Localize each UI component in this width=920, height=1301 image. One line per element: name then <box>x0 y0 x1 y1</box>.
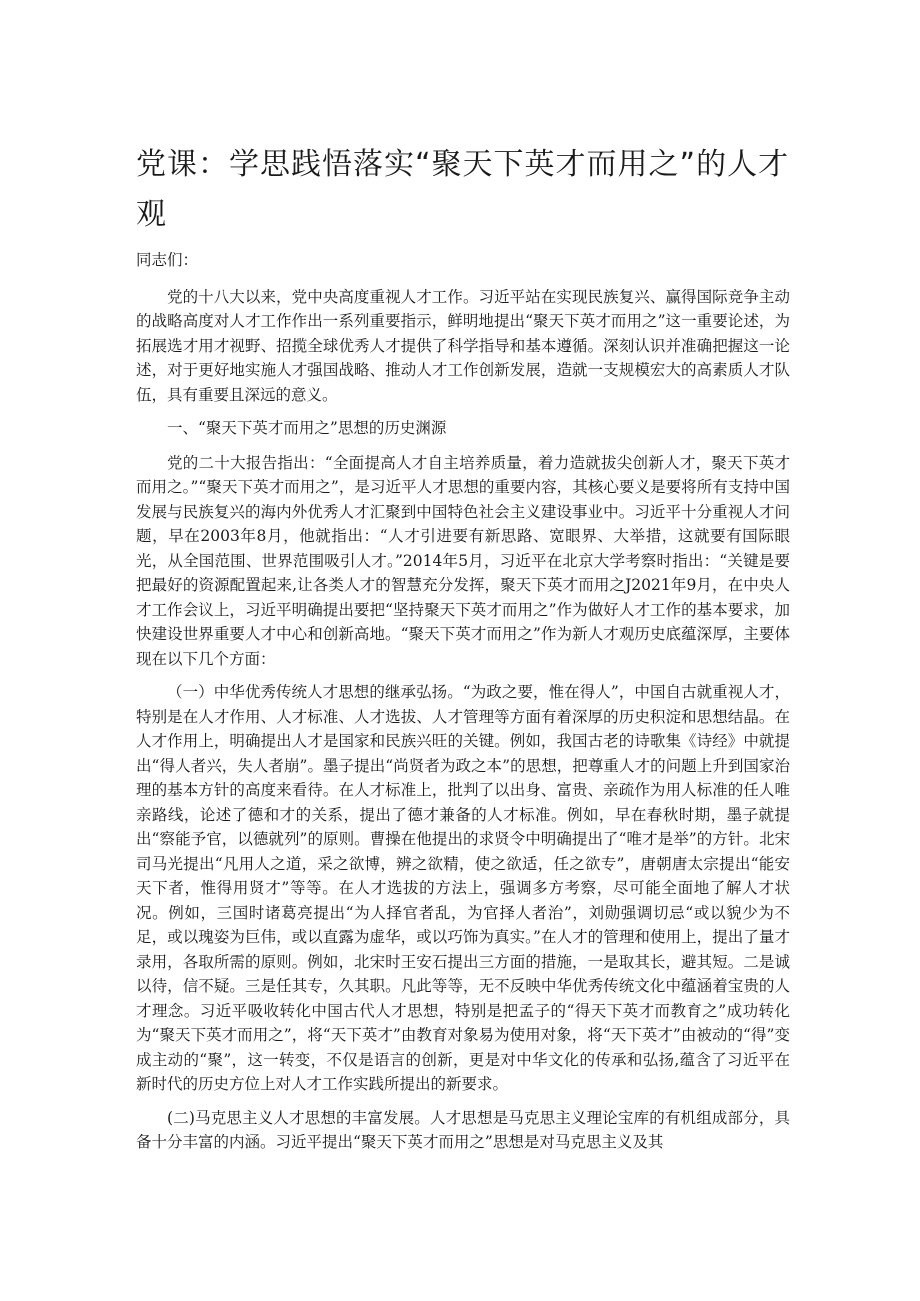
paragraph-tradition: （一）中华优秀传统人才思想的继承弘扬。“为政之要，惟在得人”，中国自古就重视人才，特别是在人才作用、人才标准、人才选拔、人才管理等方面有着深厚的历史积淀和思想结晶。在人才作用上，明确提出人才是国家和民族兴旺的关键。例如，我国古老的诗歌集《诗经》中就提出“得人者兴，失人者崩”。墨子提出“尚贤者为政之本”的思想，把尊重人才的问题上升到国家治理的基本方针的高度来看待。在人才标准上，批判了以出身、富贵、亲疏作为用人标准的任人唯亲路线，论述了德和才的关系，提出了德才兼备的人才标准。例如，早在春秋时期，墨子就提出“察能予官，以德就列”的原则。曹操在他提出的求贤令中明确提出了“唯才是举”的方针。北宋司马光提出“凡用人之道，采之欲博，辨之欲精，使之欲适，任之欲专”，唐朝唐太宗提出“能安天下者，惟得用贤才”等等。在人才选拔的方法上，强调多方考察，尽可能全面地了解人才状况。例如，三国时诸葛亮提出“为人择官者乱，为官择人者治”，刘勋强调切忌“或以貌少为不足，或以瑰姿为巨伟，或以直露为虚华，或以巧饰为真实。”在人才的管理和使用上，提出了量才录用，各取所需的原则。例如，北宋时王安石提出三方面的措施，一是取其长，避其短。二是诚以待，信不疑。三是任其专，久其职。凡此等等，无不反映中华优秀传统文化中蕴涵着宝贵的人才理念。习近平吸收转化中国古代人才思想，特别是把孟子的“得天下英才而教育之”成功转化为“聚天下英才而用之”，将“天下英才”由教育对象易为使用对象，将“天下英才”由被动的“得”变成主动的“聚”，这一转变，不仅是语言的创新，更是对中华文化的传承和弘扬,蕴含了习近平在新时代的历史方位上对人才工作实践所提出的新要求。 <box>136 683 790 1093</box>
document-title: 党课：学思践悟落实“聚天下英才而用之”的人才观 <box>136 147 790 232</box>
salutation: 同志们： <box>136 251 199 269</box>
paragraph-marxism: (二)马克思主义人才思想的丰富发展。人才思想是马克思主义理论宝库的有机组成部分，具备十分丰富的内涵。习近平提出“聚天下英才而用之”思想是对马克思主义及其 <box>136 1108 790 1151</box>
section-heading-1: 一、“聚天下英才而用之”思想的历史渊源 <box>167 419 447 437</box>
document-body <box>136 248 790 1164</box>
paragraph-report: 党的二十大报告指出：“全面提高人才自主培养质量，着力造就拔尖创新人才，聚天下英才而用之。”“聚天下英才而用之”，是习近平人才思想的重要内容，其核心要义是要将所有支持中国发展与民族复兴的海内外优秀人才汇聚到中国特色社会主义建设事业中。习近平十分重视人才问题，早在2003年8月，他就指出：“人才引进要有新思路、宽眼界、大举措，这就要有国际眼光，从全国范围、世界范围吸引人才。”2014年5月，习近平在北京大学考察时指出：“关键是要把最好的资源配置起来,让各类人才的智慧充分发挥，聚天下英才而用之J2021年9月，在中央人才工作会议上，习近平明确提出要把“坚持聚天下英才而用之”作为做好人才工作的基本要求，加快建设世界重要人才中心和创新高地。“聚天下英才而用之”作为新人才观历史底蕴深厚，主要体现在以下几个方面： <box>136 453 790 668</box>
paragraph-intro: 党的十八大以来，党中央高度重视人才工作。习近平站在实现民族复兴、赢得国际竞争主动的战略高度对人才工作作出一系列重要指示，鲜明地提出“聚天下英才而用之”这一重要论述，为拓展选才用才视野、招揽全球优秀人才提供了科学指导和基本遵循。深刻认识并准确把握这一论述，对于更好地实施人才强国战略、推动人才工作创新发展，造就一支规模宏大的高素质人才队伍，具有重要且深远的意义。 <box>136 287 790 404</box>
